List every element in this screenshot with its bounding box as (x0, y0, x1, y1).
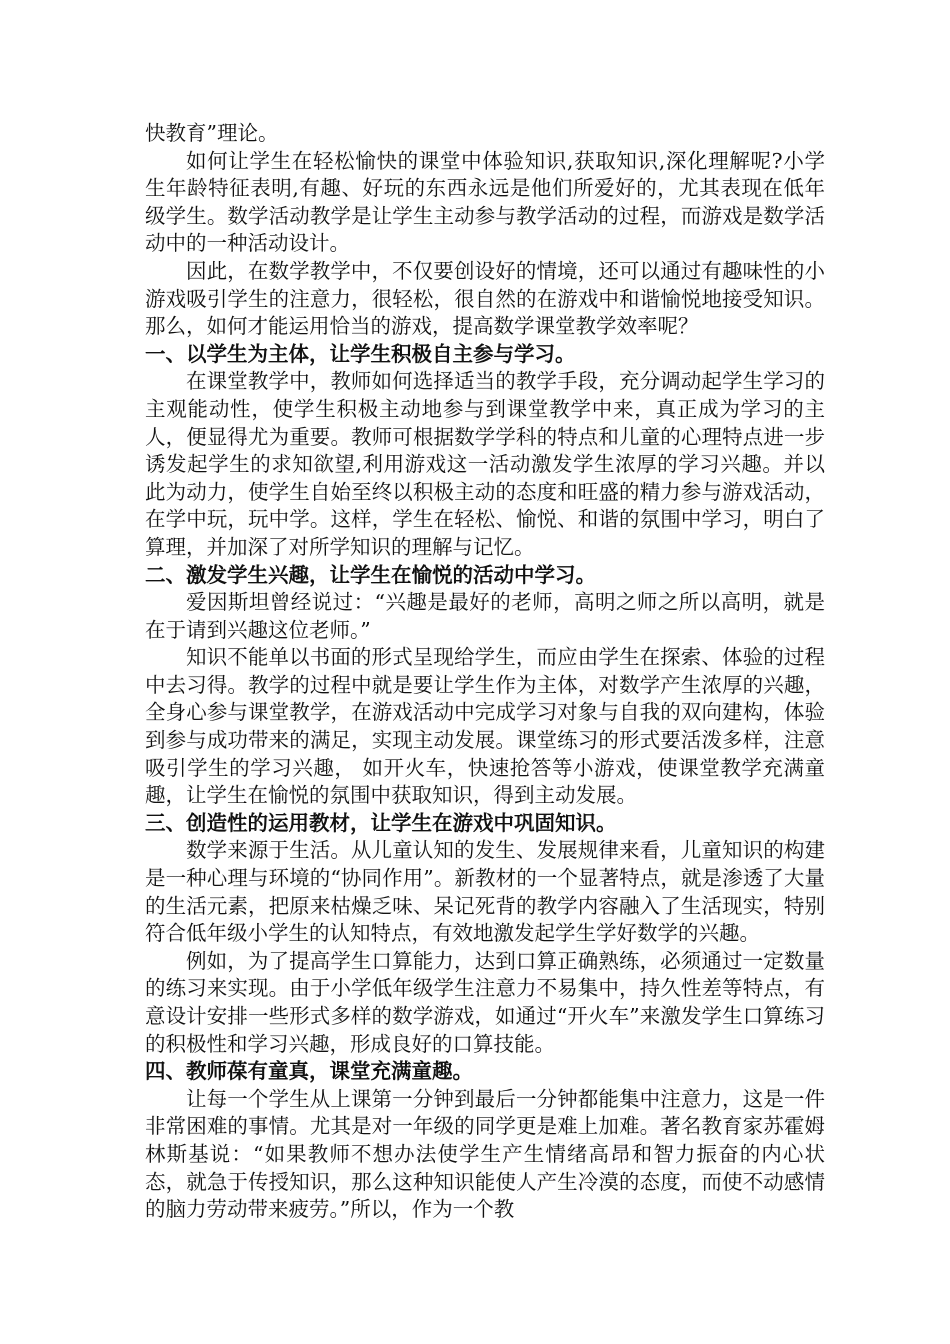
document-page (145, 120, 825, 1224)
paragraph: 快教育”理论。 (145, 121, 279, 145)
paragraph: 在课堂教学中，教师如何选择适当的教学手段，充分调动起学生学习的主观能动性，使学生积极主动地参与到课堂教学中来，真正成为学习的主人，便显得尤为重要。教师可根据数学学科的特点和儿童的心理特点进一步诱发起学生的求知欲望,利用游戏这一活动激发学生浓厚的学习兴趣。并以此为动力，使学生自始至终以积极主动的态度和旺盛的精力参与游戏活动，在学中玩，玩中学。这样，学生在轻松、愉悦、和谐的氛围中学习，明白了算理，并加深了对所学知识的理解与记忆。 (145, 369, 825, 559)
paragraph: 知识不能单以书面的形式呈现给学生，而应由学生在探索、体验的过程中去习得。教学的过程中就是要让学生作为主体，对数学产生浓厚的兴趣，全身心参与课堂教学，在游戏活动中完成学习对象与自我的双向建构，体验到参与成功带来的满足，实现主动发展。课堂练习的形式要活泼多样，注意吸引学生的学习兴趣， 如开火车，快速抢答等小游戏，使课堂教学充满童趣，让学生在愉悦的氛围中获取知识，得到主动发展。 (145, 645, 825, 808)
paragraph: 数学来源于生活。从儿童认知的发生、发展规律来看，儿童知识的构建是一种心理与环境的“协同作用”。新教材的一个显著特点，就是渗透了大量的生活元素，把原来枯燥乏味、呆记死背的教学内容融入了生活现实，特别符合低年级小学生的认知特点，有效地激发起学生学好数学的兴趣。 (145, 838, 825, 946)
section-heading: 一、以学生为主体，让学生积极自主参与学习。 (145, 341, 576, 366)
paragraph: 如何让学生在轻松愉快的课堂中体验知识,获取知识,深化理解呢?小学生年龄特征表明,有趣、好玩的东西永远是他们所爱好的，尤其表现在低年级学生。数学活动教学是让学生主动参与教学活动的过程，而游戏是数学活动中的一种活动设计。 (145, 148, 825, 256)
paragraph: 爱因斯坦曾经说过：“兴趣是最好的老师，高明之师之所以高明，就是在于请到兴趣这位老师。” (145, 590, 825, 642)
paragraph: 让每一个学生从上课第一分钟到最后一分钟都能集中注意力，这是一件非常困难的事情。尤其是对一年级的同学更是难上加难。著名教育家苏霍姆林斯基说：“如果教师不想办法使学生产生情绪高昂和智力振奋的内心状态，就急于传授知识，那么这种知识能使人产生冷漠的态度，而使不动感情的脑力劳动带来疲劳。”所以，作为一个教 (145, 1086, 825, 1222)
section-heading: 二、激发学生兴趣，让学生在愉悦的活动中学习。 (145, 562, 596, 587)
section-heading: 四、教师葆有童真，课堂充满童趣。 (145, 1059, 473, 1084)
paragraph: 例如，为了提高学生口算能力，达到口算正确熟练，必须通过一定数量的练习来实现。由于小学低年级学生注意力不易集中，持久性差等特点，有意设计安排一些形式多样的数学游戏，如通过“开火车”来激发学生口算练习的积极性和学习兴趣，形成良好的口算技能。 (145, 948, 825, 1056)
paragraph: 因此，在数学教学中，不仅要创设好的情境，还可以通过有趣味性的小游戏吸引学生的注意力，很轻松，很自然的在游戏中和谐愉悦地接受知识。那么，如何才能运用恰当的游戏，提高数学课堂教学效率呢？ (145, 258, 825, 339)
section-heading: 三、创造性的运用教材，让学生在游戏中巩固知识。 (145, 810, 617, 835)
